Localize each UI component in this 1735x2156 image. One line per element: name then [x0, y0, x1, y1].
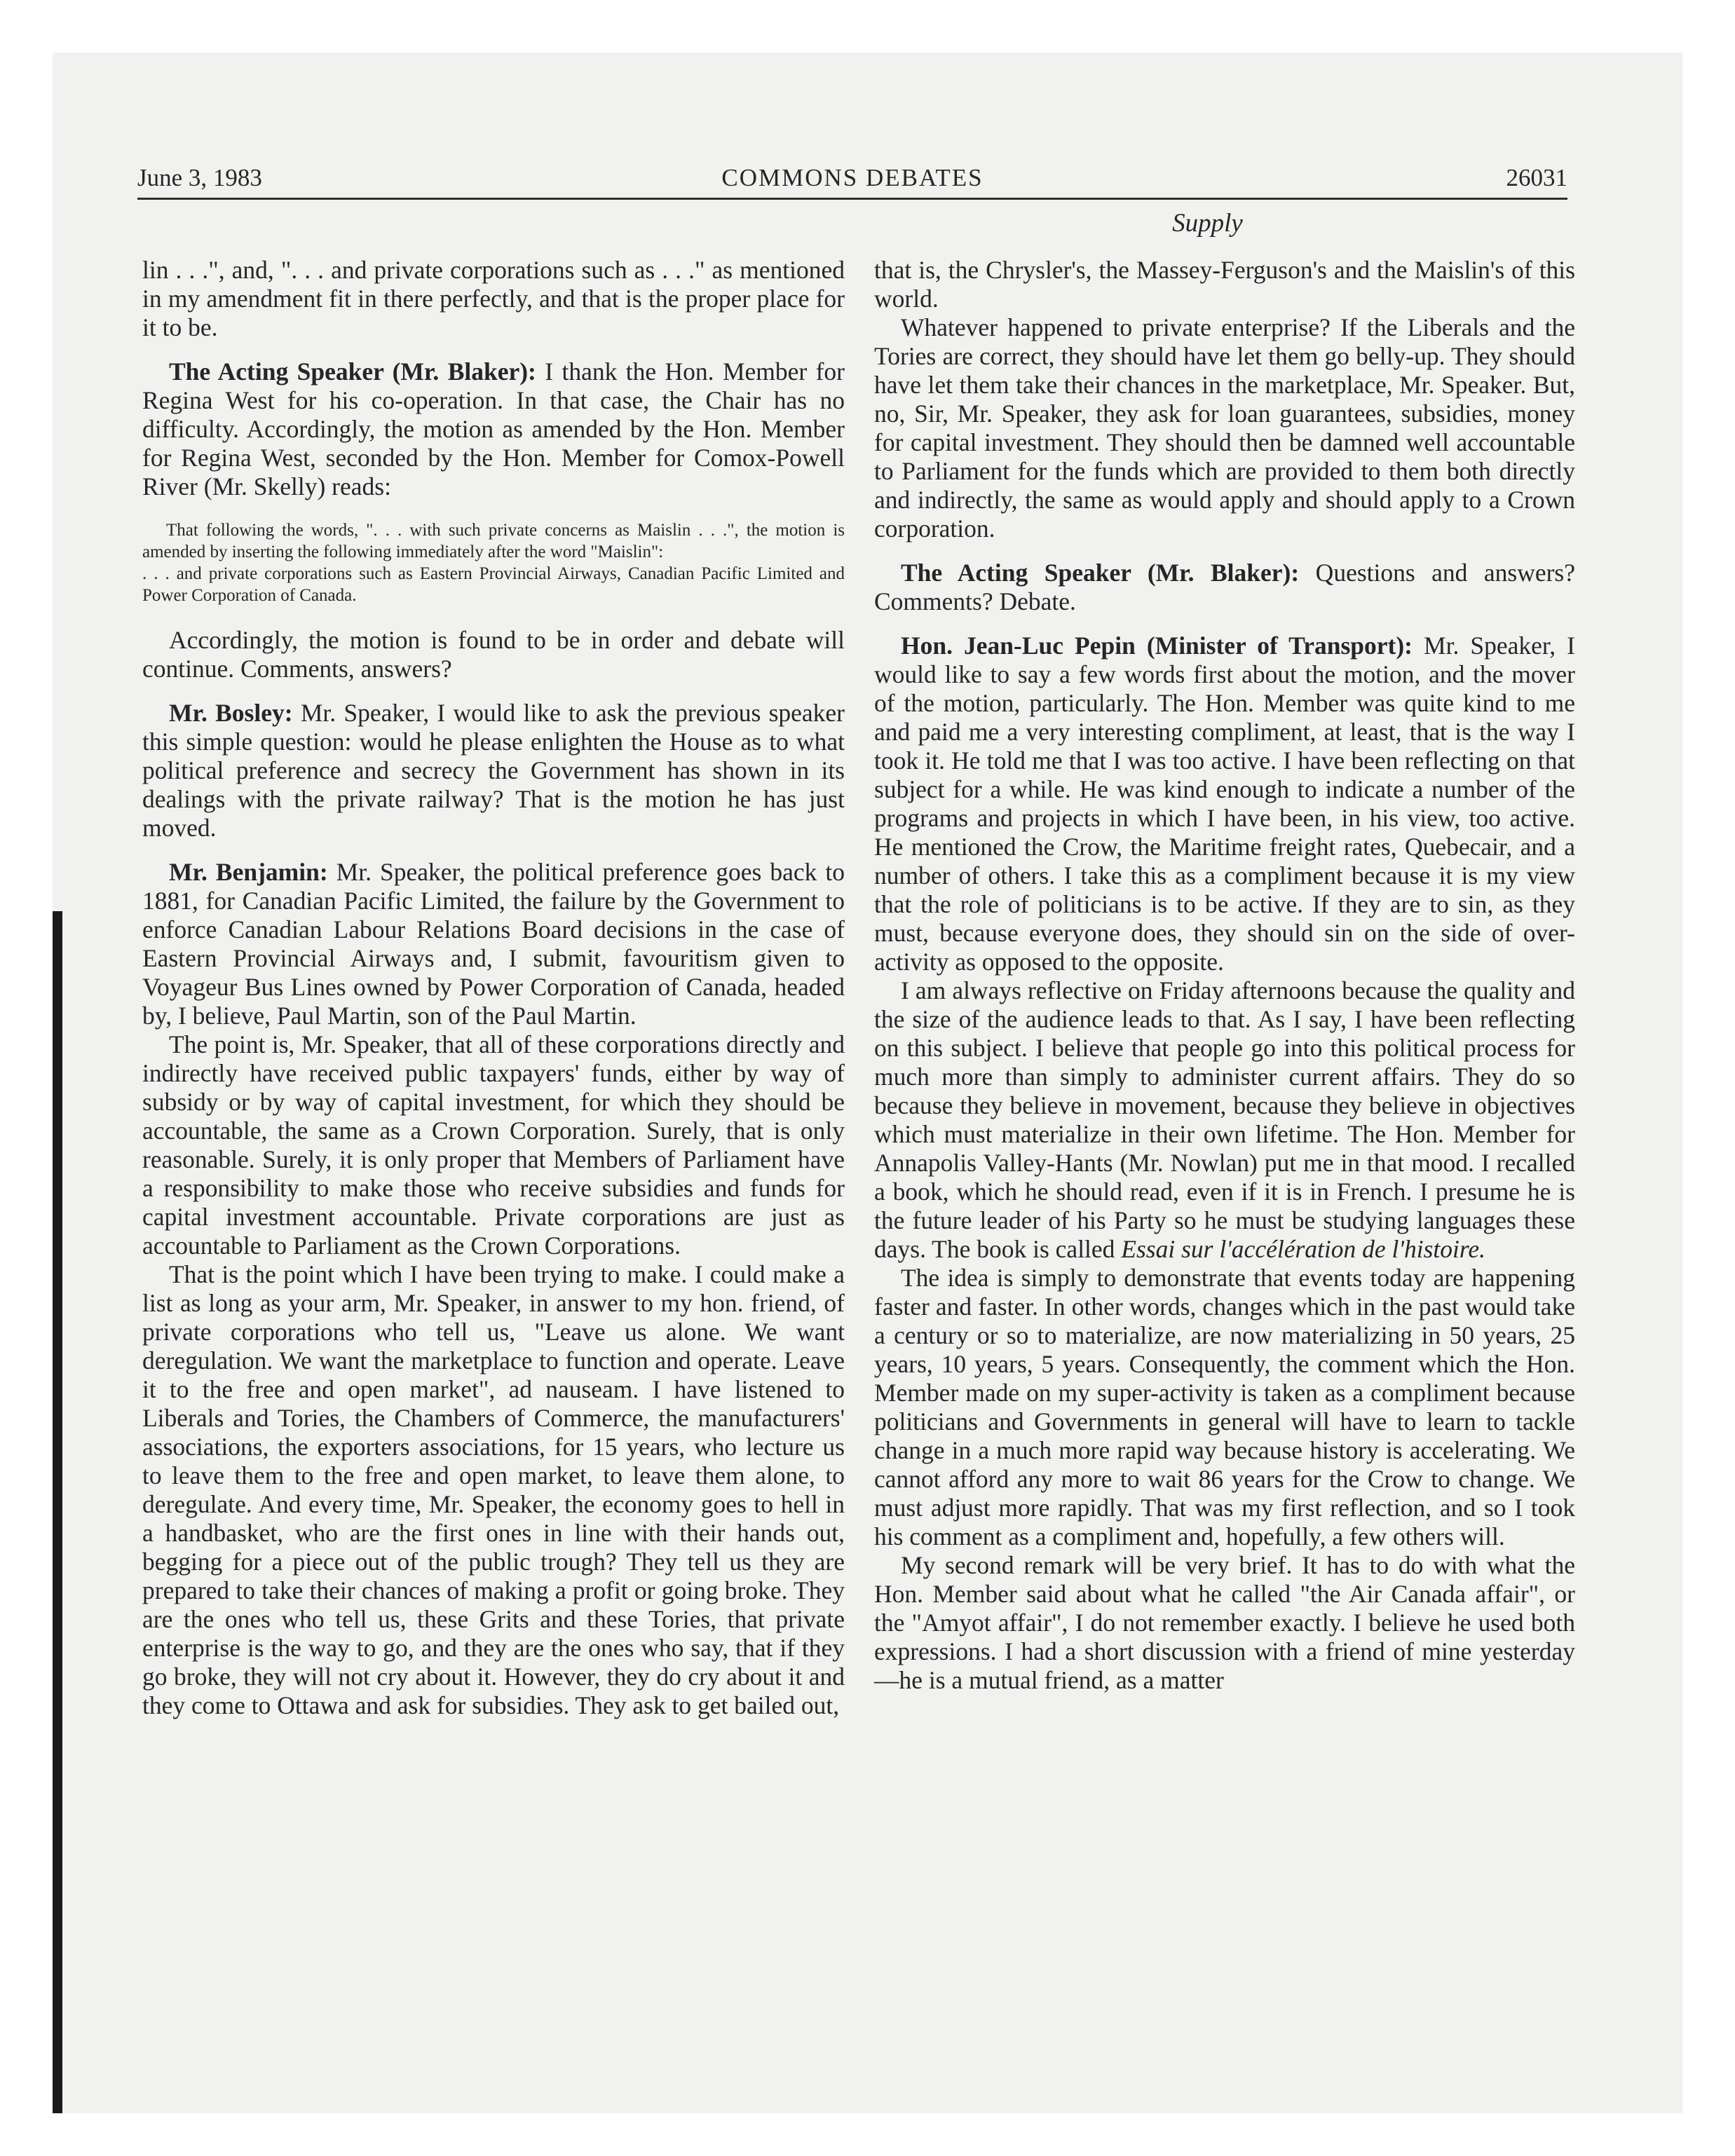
paragraph: lin . . .", and, ". . . and private corporations such as . . ." as mentioned in my amendment fit in there perfectly, and that is the proper place for it to be. [142, 256, 845, 341]
right-column [874, 256, 1575, 1695]
header-title: COMMONS DEBATES [721, 164, 984, 191]
paragraph: The point is, Mr. Speaker, that all of these corporations directly and indirectly have received public taxpayers' funds, either by way of subsidy or by way of capital investment, for which they should be accountable, the same as a Crown Corporation. Surely, that is only reasonable. Surely, it is only proper that Members of Parliament have a responsibility to make those who receive subsidies and funds for capital investment accountable. Private corporations are just as accountable to Parliament as the Crown Corporations. [142, 1030, 845, 1260]
binding-shadow [53, 911, 62, 2113]
paragraph: The idea is simply to demonstrate that events today are happening faster and faster. In other words, changes which in the past would take a century or so to materialize, are now materializing in 50 years, 25 years, 10 years, 5 years. Consequently, the comment which the Hon. Member made on my super-activity is taken as a compliment because politicians and Governments in general will have to learn to tackle change in a much more rapid way because history is accelerating. We cannot afford any more to wait 86 years for the Crow to change. We must adjust more rapidly. That was my first reflection, and so I took his comment as a compliment and, hopefully, a few others will. [874, 1264, 1575, 1550]
speech-paragraph [142, 699, 845, 842]
speaker-name: The Acting Speaker (Mr. Blaker): [169, 357, 536, 386]
section-title: Supply [1172, 209, 1243, 238]
speech-text: I am always reflective on Friday afternoons because the quality and the size of the audience leads to that. As I say, I have been reflecting on this subject. I believe that people go into this political process for much more than simply to administer current affairs. They do so because they believe in movement, because they believe in objectives which must materialize in their own lifetime. The Hon. Member for Annapolis Valley-Hants (Mr. Nowlan) put me in that mood. I recalled a book, which he should read, even if it is in French. I presume he is the future leader of his Party so he must be studying languages these days. The book is called [874, 976, 1575, 1263]
paragraph: My second remark will be very brief. It has to do with what the Hon. Member said about what he called "the Air Canada affair", or the "Amyot affair", I do not remember exactly. I believe he used both expressions. I had a short discussion with a friend of mine yesterday—he is a mutual friend, as a matter [874, 1551, 1575, 1694]
speech-text: Mr. Speaker, the political preference goes back to 1881, for Canadian Pacific Limited, the failure by the Government to enforce Canadian Labour Relations Board decisions in the case of Eastern Provincial Airways and, I submit, favouritism given to Voyageur Bus Lines owned by Power Corporation of Canada, headed by, I believe, Paul Martin, son of the Paul Martin. [142, 858, 845, 1030]
paragraph: That is the point which I have been trying to make. I could make a list as long as your arm, Mr. Speaker, in answer to my hon. friend, of private corporations who tell us, "Leave us alone. We want deregulation. We want the marketplace to function and operate. Leave it to the free and open market", ad nauseam. I have listened to Liberals and Tories, the Chambers of Commerce, the manufacturers' associations, the exporters associations, for 15 years, who lecture us to leave them to the free and open market, to leave them alone, to deregulate. And every time, Mr. Speaker, the economy goes to hell in a handbasket, who are the first ones in line with their hands out, begging for a piece out of the public trough? They tell us they are prepared to take their chances of making a profit or going broke. They are the ones who tell us, these Grits and these Tories, that private enterprise is the way to go, and they are the ones who say, that if they go broke, they will not cry about it. However, they do cry about it and they come to Ottawa and ask for subsidies. They ask to get bailed out, [142, 1260, 845, 1719]
quote-paragraph: That following the words, ". . . with such private concerns as Maislin . . .", the motion is amended by inserting the following immediately after the word "Maislin": [142, 521, 845, 561]
speaker-name: Mr. Benjamin: [169, 858, 328, 886]
header-date: June 3, 1983 [137, 164, 262, 191]
speech-paragraph [874, 632, 1575, 976]
speech-text: Questions and answers? Comments? Debate. [874, 559, 1575, 615]
book-title: Essai sur l'accélération de l'histoire. [1121, 1235, 1485, 1263]
speech-text: Mr. Speaker, I would like to say a few words first about the motion, and the mover of the motion, particularly. The Hon. Member was quite kind to me and paid me a very interesting compliment, at least, that is the way I took it. He told me that I was too active. I have been reflecting on that subject for a while. He was kind enough to indicate a number of the programs and projects in which I have been, in his view, too active. He mentioned the Crow, the Maritime freight rates, Quebecair, and a number of others. I take this as a compliment because it is my view that the role of politicians is to be active. If they are to sin, as they must, because everyone does, they should sin on the side of over-activity as opposed to the opposite. [874, 632, 1575, 976]
speech-paragraph [142, 357, 845, 501]
paragraph [874, 976, 1575, 1264]
paragraph: Accordingly, the motion is found to be in order and debate will continue. Comments, answers? [142, 626, 845, 683]
speaker-name: Hon. Jean-Luc Pepin (Minister of Transport): [901, 632, 1413, 660]
speech-paragraph [142, 858, 845, 1030]
quote-paragraph: . . . and private corporations such as Eastern Provincial Airways, Canadian Pacific Limited and Power Corporation of Canada. [142, 564, 845, 605]
paragraph: that is, the Chrysler's, the Massey-Ferguson's and the Maislin's of this world. [874, 256, 1575, 313]
speaker-name: The Acting Speaker (Mr. Blaker): [901, 559, 1300, 587]
left-column [142, 256, 845, 1720]
speech-paragraph [874, 559, 1575, 616]
speech-text: Mr. Speaker, I would like to ask the previous speaker this simple question: would he please enlighten the House as to what political preference and secrecy the Government has shown in its dealings with the private railway? That is the motion he has just moved. [142, 699, 845, 842]
motion-quote [142, 519, 845, 606]
page-header [137, 156, 1567, 200]
speaker-name: Mr. Bosley: [169, 699, 293, 727]
paragraph: Whatever happened to private enterprise? If the Liberals and the Tories are correct, they should have let them go belly-up. They should have let them take their chances in the marketplace, Mr. Speaker. But, no, Sir, Mr. Speaker, they ask for loan guarantees, subsidies, money for capital investment. They should then be damned well accountable to Parliament for the funds which are provided to them both directly and indirectly, the same as would apply and should apply to a Crown corporation. [874, 313, 1575, 543]
speech-text: I thank the Hon. Member for Regina West for his co-operation. In that case, the Chair has no difficulty. Accordingly, the motion as amended by the Hon. Member for Regina West, seconded by the Hon. Member for Comox-Powell River (Mr. Skelly) reads: [142, 357, 845, 500]
page-number: 26031 [1506, 164, 1567, 191]
